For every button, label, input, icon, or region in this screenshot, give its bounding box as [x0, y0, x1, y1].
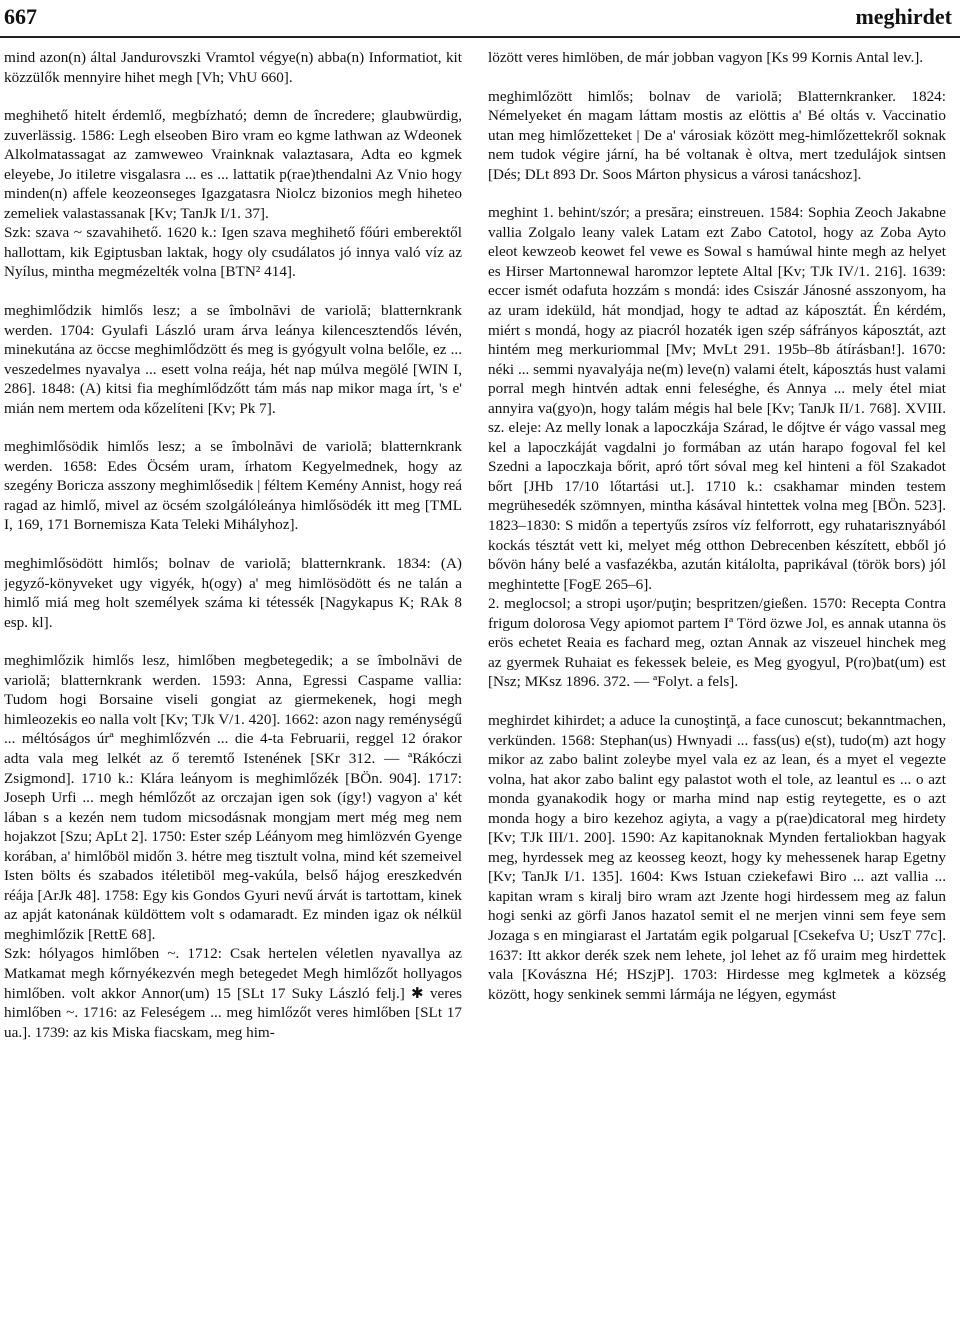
running-head: meghirdet [855, 4, 952, 29]
entry-meghint: meghint 1. behint/szór; a presăra; einstreuen. 1584: Sophia Zeoch Jakabne vallia Zolgalo leany valek Latam ezt Zabo Catotol, hogy az Zoba Ayto eleot kewzeob keowet fel vewe es Sowal s hamúwal hinte megh az helyet es Hirser Martonnewal haromzor leptete Altal [Kv; TJk IV/1. 216]. 1639: eccer ismét odafuta hozzám s mondá: ides Csiszár Jánosné asszonyom, ha az uram ideküld, hát mondjad, hogy te adtad az káposztát. Én kérdém, miért s mondá, hogy az piacról hozaték igen szép sáfrányos káposztát, azt hintém meg merkuriommal [Mv; MvLt 291. 195b–8b átírásban!]. 1670: néki ... semmi nyavalyája ne(m) leve(n) valami ételt, káposztás hust valami porral megh hintvén adtak enni feleséghe, és Annya ... mely étel miat annyira va(gyo)n, hogy talám mégis hal bele [Kv; TanJk II/1. 768]. XVIII. sz. eleje: Az melly lonak a lapoczkája Szárad, le dőjtve ér vágo vassal meg kel a lapoczkáját vagdalni jo formában az után harapo fogoval fel kel Szedni a lapoczkaja bőrit, apró tőrt sóval meg kel hinteni a föl Szakadot bőrt [JHb 17/10 lőtartási ut.]. 1710 k.: csakhamar minden testem megrühesedék szömnyen, mintha kásával hintettek volna meg [BÖn. 523]. 1823–1830: S midőn a tepertyűs zsíros víz felforrott, egy ruhatarisznyából kockás tésztát vett ki, melyet még otthon Debrecenben készített, ebből jó bővön hány belé a vasfazékba, azután kitálolta, paprikával (török bors) jól meghintette [FogE 265–6]. [488, 204, 946, 593]
entry-meghirdet: meghirdet kihirdet; a aduce la cunoştinţă, a face cunoscut; bekanntmachen, verkünden. 1568: Stephan(us) Hwnyadi ... fass(us) e(st), tudo(m) azt hogy mikor az zabo balint zoleybe myel vala ez az lean, és a myet el vegezte volna, hat akor zabo balint egy palastot woth el tole, az leantul es ... o azt monda gyanakodik hogy or marha mind nap estig reytegette, es o azt monda hogy a biro kezehoz agiyta, a vagy a p(rae)dicatoral meg hirdety [Kv; TJk III/1. 200]. 1590: Az kapitanoknak Mynden fertaliokban hagyak meg, hyrdessek meg az keosseg keozt, hogy ky mehessenek harap Egetny [Kv; TanJk I/1. 135]. 1604: Kws Istuan cziekefawi Biro ... azt vallia ... kapitan wram s kiralj biro wram azt Jzente hogi hirdessem meg az falun hogi senki az görfi Janos hazatol semit el ne merjen vinni sem feye sem Jozaga s en mingiarast el Jartatám egik polgarual [Csekefva U; UszT 77c]. 1637: Itt akkor derék szek nem lehete, jol lehet az fő uraim meg hirdettek vala [Kovászna Hé; HSzjP]. 1703: Hirdesse meg kglmetek a község között, hogy senkinek semmi lármája ne légyen, egymást [488, 711, 946, 1003]
entry-subentry: Szk: szava ~ szavahihető. 1620 k.: Igen szava meghihető főúri emberektől hallottam, kik Egiptusban laktak, hogy oly csudálatos jó innya való víz az Nyílus, mintha megmézelték volna [BTN² 414]. [4, 224, 462, 281]
page-number: 667 [4, 4, 37, 29]
entry-meghimlozott: meghimlőzött himlős; bolnav de variolă; Blatternkranker. 1824: Némelyeket én magam láttam mostis az elöttis a' Bé oltás v. Vaccinatio utan meg himlőzetteket | De a' városiak között meg-himlőzettekről soknak nem tudok végire jární, ha bé voltanak è oltva, mert tzedulájok sintsen [Dés; DLt 893 Dr. Soos Márton physicus a városi tanácshoz]. [488, 87, 946, 183]
entry-text: mind azon(n) által Jandurovszki Vramtol végye(n) abba(n) Informatiot, kit közzülők mennyire hihet megh [Vh; VhU 660]. [4, 49, 462, 86]
entry-subentry: Szk: hólyagos himlőben ~. 1712: Csak hertelen véletlen nyavallya az Matkamat megh kőrnyékezvén megh betegedet Megh himlőzőt hollyagos himlőben. volt akkor Annor(um) 15 [SLt 17 Suky László felj.] ✱ veres himlőben ~. 1716: az Feleségem ... meg himlőzőt veres himlőben [SLt 17 ua.]. 1739: az kis Miska fiacskam, meg him- [4, 945, 462, 1041]
entry-meghimlodzik: meghimlődzik himlős lesz; a se îmbolnăvi de variolă; blatternkrank werden. 1704: Gyulafi László uram árva leánya kilencesztendős lévén, minekutána az öccse meghimlődzött és meg is gyógyult volna belőle, ez ... veszedelmes nyavalya ... esett volna reája, hét nap múlva megölé [WIN I, 286]. 1848: (A) kitsi fia meghímlődzőtt tám más nap mikor maga írt, 's e' mián nem mertem oda kőzelíteni [Kv; Pk 7]. [4, 302, 462, 417]
entry-gap [4, 87, 462, 106]
right-column [488, 48, 946, 1332]
entry-gap [4, 282, 462, 301]
entry-gap [4, 418, 462, 437]
entry-meghimlosodott: meghimlősödött himlős; bolnav de variolă; blatternkrank. 1834: (A) jegyző-könyveket ugy vigyék, h(ogy) a' meg himlösödött és ne talán a himlő miá meg holt személyek száma ki tétessék [Nagykapus K; RAk 8 esp. kl]. [4, 555, 462, 631]
entry-gap [488, 184, 946, 203]
entry-continued: lözött veres himlöben, de már jobban vagyon [Ks 99 Kornis Antal lev.]. [488, 49, 924, 66]
entry-meghint-sense-2: 2. meglocsol; a stropi uşor/puţin; bespritzen/gießen. 1570: Recepta Contra frigum dolorosa Vegy apiomot partem Iª Törd özwe Jol, es annak utanna ös erös echetet Reaia es fachard meg, oztan Annak az viszeuel hinchek meg az gyermek Ruhaiat es fekessek beleie, es Meg gyogyul, P(ro)bat(um) est [Nsz; MKsz 1896. 372. — ªFolyt. a fels]. [488, 595, 946, 691]
entry-meghiheto: meghihető hitelt érdemlő, megbízható; demn de încredere; glaubwürdig, zuverlässig. 1586: Legh elseoben Biro vram eo kgme lathwan az Wdeonek Alkolmatassagat az zamweweo Vrainknak valaztasara, Adta eo kgmek eleyebe, Jo itiletre visgalasra ... es ... lattatik p(rae)thendalni Az Vnio hogy minden(n) affele keozeonseges Igazgatasra Niolcz bizonios megh hiheteo zemeliek valastassanak [Kv; TanJk I/1. 37]. [4, 107, 462, 222]
entry-gap [488, 692, 946, 711]
page-header [0, 4, 960, 34]
entry-gap [4, 632, 462, 651]
entry-meghimlosodik: meghimlősödik himlős lesz; a se îmbolnăvi de variolă; blatternkrank werden. 1658: Edes Öcsém uram, írhatom Kegyelmednek, hogy az szegény Boricza asszony meghimlősedik | féltem Kemény Annist, hogy reá ragad az himlő, mivel az öcsém szolgálóleánya himlősödék itt meg [TML I, 169, 171 Bornemisza Kata Teleki Mihályhoz]. [4, 438, 462, 534]
header-rule [0, 36, 960, 38]
entry-gap [488, 68, 946, 87]
left-column [4, 48, 462, 1332]
entry-meghimlozik: meghimlőzik himlős lesz, himlőben megbetegedik; a se îmbolnăvi de variolă; blatternkrank werden. 1593: Anna, Egressi Caspame vallia: Tudom hogi Borsaine viseli gongiat az giermekenek, hogi megh himleozekis eo nalla volt [Kv; TJk V/1. 420]. 1662: azon nagy reménységű ... méltóságos úrª meghimlőzvén ... die 4-ta Februarii, reggel 12 órakor adta vala meg lelkét az ő teremtő Istenének [SKr 312. — ªRákóczi Zsigmond]. 1710 k.: Klára leányom is meghimlőzék [BÖn. 904]. 1717: Joseph Urfi ... megh hémlőzőt az orczajan igen sok (így!) vagyon a' két lában s a kezén nem tudom micsodásnak mongjam mert még meg nem hojakzot [Szu; ApLt 2]. 1750: Ester szép Léányom meg himlözvén Gyenge korában, a' himlőböl midőn 3. hétre meg tisztult volna, mind két szemeivel Isten bölts és szabados itéletiböl meg-vakúla, belső hájog ereszkedvén réája [ArJk 48]. 1758: Egy kis Gondos Gyuri nevű árvát is tartottam, kinek az apját katonának küldöttem volt s odamaradt. Ez minden igaz ok nélkül meghimlőzik [RettE 68]. [4, 652, 462, 943]
entry-gap [4, 535, 462, 554]
